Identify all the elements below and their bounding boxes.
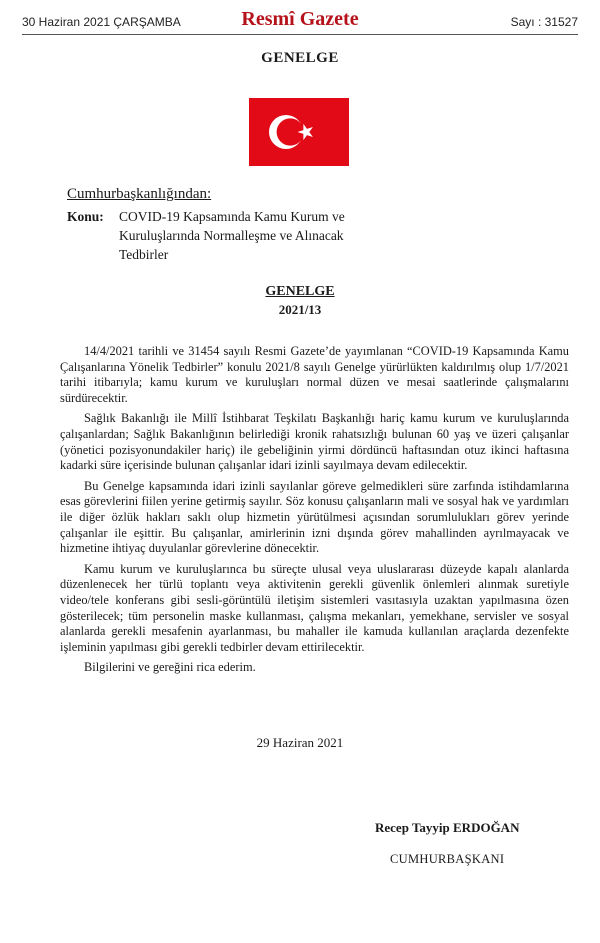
circular-number: 2021/13 bbox=[278, 302, 322, 317]
subject-label: Konu: bbox=[67, 209, 104, 224]
gazette-title: Resmî Gazete bbox=[241, 8, 359, 30]
signer-name: Recep Tayyip ERDOĞAN bbox=[375, 820, 520, 835]
turkish-flag-icon bbox=[249, 98, 349, 166]
signer-title: CUMHURBAŞKANI bbox=[390, 852, 505, 866]
section-heading: GENELGE bbox=[261, 50, 339, 66]
subject-value: COVID-19 Kapsamında Kamu Kurum ve Kuruluşlarında Normalleşme ve Alınacak Tedbirler bbox=[119, 209, 345, 262]
circular-body bbox=[60, 344, 569, 681]
signature-date: 29 Haziran 2021 bbox=[256, 735, 344, 750]
subject-block bbox=[67, 207, 369, 264]
gazette-header bbox=[22, 8, 578, 35]
issue-number: Sayı : 31527 bbox=[510, 15, 578, 29]
body-paragraph: Sağlık Bakanlığı ile Millî İstihbarat Teşkilatı Başkanlığı hariç kamu kurum ve kuruluşlarında çalışanlardan; Sağlık Bakanlığının belirlediği kronik rahatsızlığı bulunan 60 yaş ve üzeri çalışanlar (yönetici pozisyonundakiler hariç) ile gebeliğinin yirmi dördüncü haftasından otuz ikinci haftasına kadarki süre içerisinde bulunan çalışanlar idari izinli sayılmaya devam edilecektir. bbox=[60, 411, 569, 473]
body-paragraph: Bilgilerini ve gereğini rica ederim. bbox=[84, 660, 256, 675]
body-paragraph: 14/4/2021 tarihli ve 31454 sayılı Resmi Gazete’de yayımlanan “COVID-19 Kapsamında Kamu Çalışanlarına Yönelik Tedbirler” konulu 2021/8 sayılı Genelge yürürlükten kaldırılmış olup 1/7/2021 tarihi itibarıyla; kamu kurum ve kuruluşları normal düzen ve mesai saatlerinde çalışmalarını sürdürecektir. bbox=[60, 344, 569, 405]
issuer: Cumhurbaşkanlığından: bbox=[67, 186, 212, 202]
body-paragraph: Kamu kurum ve kuruluşlarınca bu süreçte ulusal veya uluslararası düzeyde kapalı alanlarda düzenlenecek her türlü toplantı veya aktivitenin gerekli güvenlik önlemleri alınmak suretiyle video/tele konferans gibi sesli-görüntülü iletişim sistemleri vasıtasıyla uzaktan yapılmasına özen gösterilecek; tüm personelin maske kullanması, çalışma mekanları, yemekhane, servisler ve sosyal alanlarda gerekli mesafenin ayarlanması, bu mahaller ile kamuda kullanılan araçlarda dezenfekte işleminin yapılması gibi gerekli tedbirler devam ettirilecektir. bbox=[60, 561, 569, 654]
header-date: 30 Haziran 2021 ÇARŞAMBA bbox=[22, 15, 181, 29]
circular-title: GENELGE bbox=[265, 284, 335, 299]
body-paragraph: Bu Genelge kapsamında idari izinli sayılanlar göreve gelmedikleri süre zarfında istihdamlarına esas görevlerini fiilen yerine getirmiş sayılır. Söz konusu çalışanların mali ve sosyal hak ve yardımları ile diğer özlük hakları saklı olup hizmetin yürütülmesi açısından sorumlulukları görev yerinde çalışanlar ile eşittir. Bu çalışanlar, amirlerinin izni dışında görev mahallinden ayrılmayacak ve hizmetine ihtiyaç duyulanlar görevlerine dönecektir. bbox=[60, 478, 569, 556]
